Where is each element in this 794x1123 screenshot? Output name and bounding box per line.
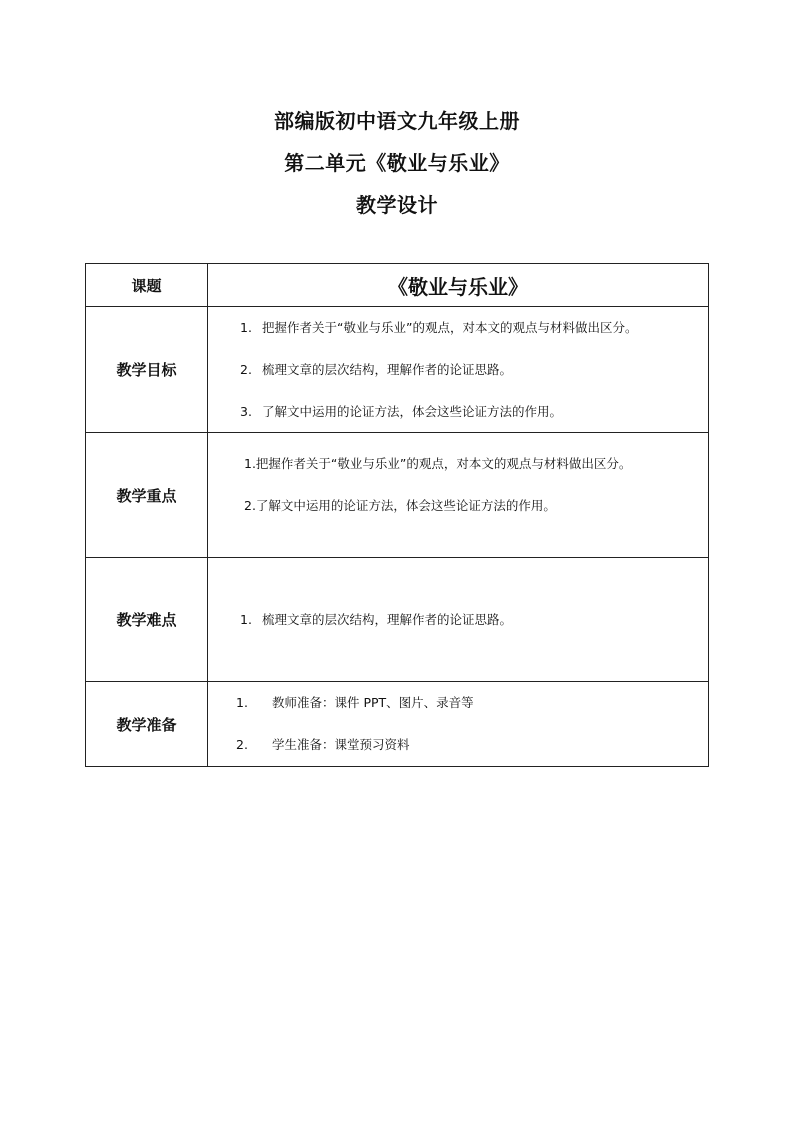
- document-title-block: [0, 100, 794, 226]
- list-item: [240, 402, 708, 422]
- objectives-content: [208, 307, 709, 433]
- topic-row: [86, 264, 709, 307]
- key-points-row: [86, 433, 709, 558]
- preparation-label: 教学准备: [86, 682, 208, 767]
- preparation-content: [208, 682, 709, 767]
- list-item: [240, 360, 708, 380]
- topic-label: 课题: [86, 264, 208, 307]
- item-number: 2.: [240, 361, 252, 377]
- list-item: [236, 693, 708, 713]
- item-text: 了解文中运用的论证方法，体会这些论证方法的作用。: [262, 403, 563, 419]
- list-item: 1.把握作者关于“敬业与乐业”的观点，对本文的观点与材料做出区分。: [244, 456, 632, 471]
- list-item: 2.了解文中运用的论证方法，体会这些论证方法的作用。: [244, 498, 556, 513]
- list-item: [240, 318, 708, 338]
- list-item: [236, 735, 708, 755]
- document-subtitle: 第二单元《敬业与乐业》: [284, 151, 510, 175]
- key-points-label: 教学重点: [86, 433, 208, 558]
- difficulties-row: [86, 558, 709, 682]
- item-text: 学生准备：课堂预习资料: [272, 737, 410, 752]
- objectives-row: [86, 307, 709, 433]
- document-heading: 教学设计: [356, 193, 438, 217]
- item-number: 1.: [240, 611, 252, 627]
- item-number: 2.: [236, 737, 248, 752]
- list-item: [240, 610, 708, 630]
- item-text: 把握作者关于“敬业与乐业”的观点，对本文的观点与材料做出区分。: [262, 319, 638, 335]
- item-number: 1.: [236, 695, 248, 710]
- difficulties-label: 教学难点: [86, 558, 208, 682]
- objectives-label: 教学目标: [86, 307, 208, 433]
- document-title: 部编版初中语文九年级上册: [274, 109, 520, 133]
- item-text: 梳理文章的层次结构，理解作者的论证思路。: [262, 361, 513, 377]
- difficulties-content: [208, 558, 709, 682]
- item-text: 梳理文章的层次结构，理解作者的论证思路。: [262, 611, 513, 627]
- topic-value: 《敬业与乐业》: [388, 274, 528, 299]
- item-number: 3.: [240, 403, 252, 419]
- key-points-content: [208, 433, 709, 558]
- item-number: 1.: [240, 319, 252, 335]
- item-text: 教师准备：课件 PPT、图片、录音等: [272, 695, 474, 710]
- teaching-plan-table: [85, 263, 709, 767]
- preparation-row: [86, 682, 709, 767]
